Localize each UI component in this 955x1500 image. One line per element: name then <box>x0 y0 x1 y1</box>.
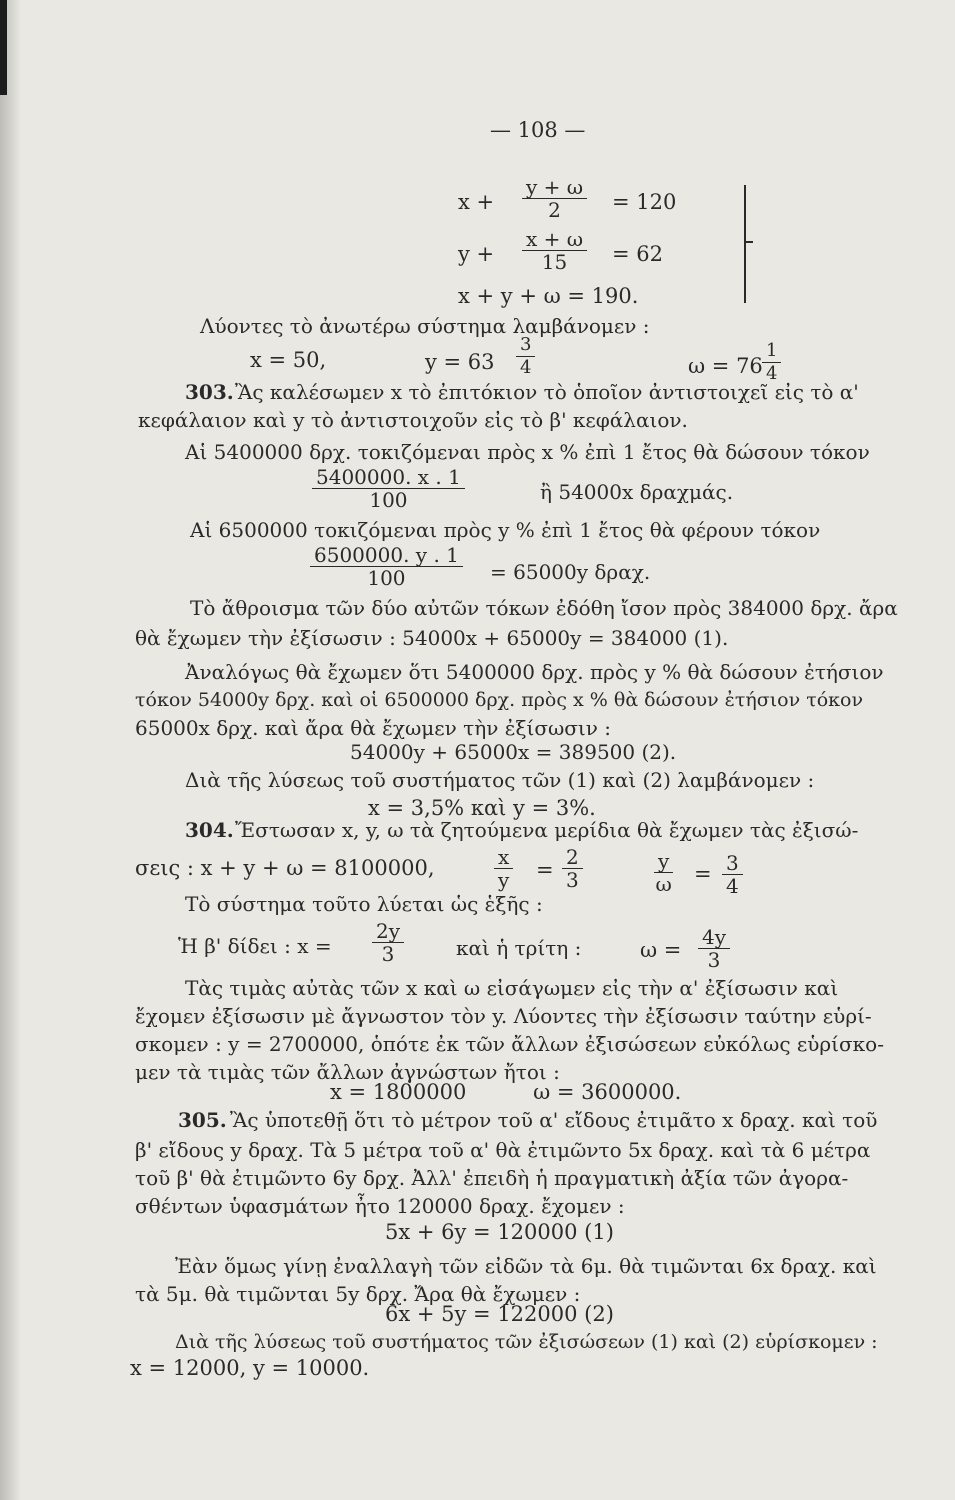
p304-line5: Τὰς τιμὰς αὐτὰς τῶν x καὶ ω εἰσάγωμεν εἰς τὴν α' ἐξίσωσιν καὶ <box>185 976 839 1000</box>
p303-line1: Ἂς καλέσωμεν x τὸ ἐπιτόκιον τὸ ὁποῖον ἀντιστοιχεῖ εἰς τὸ α' <box>235 380 859 404</box>
p304-ratio2-value <box>722 852 743 897</box>
p304-ratio2-denominator: ω <box>655 872 672 896</box>
p304-line6: ἔχομεν ἐξίσωσιν μὲ ἄγνωστον τὸν y. Λύοντες τὴν ἐξίσωσιν ταύτην εὑρί- <box>135 1004 872 1028</box>
p303-equation2: 54000y + 65000x = 389500 (2). <box>350 740 677 764</box>
solution-x: x = 50, <box>250 348 327 372</box>
p303-line3: Αἱ 5400000 δρχ. τοκιζόμεναι πρὸς x % ἐπὶ 1 ἔτος θὰ δώσουν τόκον <box>185 440 870 464</box>
system-brace <box>730 185 746 303</box>
p304-ratio1-value <box>562 846 583 891</box>
solving-line: Λύοντες τὸ ἀνωτέρω σύστημα λαμβάνομεν : <box>200 314 650 338</box>
p303-fraction1-denominator: 100 <box>369 488 408 512</box>
p304-ratio1 <box>494 846 513 891</box>
p303-fraction1 <box>312 466 465 511</box>
p303-line5: Τὸ ἄθροισμα τῶν δύο αὐτῶν τόκων ἐδόθη ἴσον πρὸς 384000 δρχ. ἄρα <box>190 596 898 620</box>
p305-line4: σθέντων ὑφασμάτων ἦτο 120000 δραχ. ἔχομεν : <box>135 1194 625 1218</box>
solution-y-denominator: 4 <box>520 357 532 378</box>
system-eq3: x + y + ω = 190. <box>458 284 639 308</box>
p304-x-fraction <box>372 920 404 965</box>
p304-x-denominator: 3 <box>381 942 395 966</box>
p304-ratio1-denominator: y <box>497 868 510 892</box>
p304-x-numerator: 2y <box>372 920 404 943</box>
system-eq2-denominator: 15 <box>541 250 568 274</box>
p303-line10: Διὰ τῆς λύσεως τοῦ συστήματος τῶν (1) καὶ (2) λαμβάνομεν : <box>185 768 815 792</box>
p304-ratio1-equals: = <box>536 858 554 882</box>
solution-y-fraction <box>516 334 535 379</box>
p304-w-fraction <box>698 926 730 971</box>
p304-line1: Ἔστωσαν x, y, ω τὰ ζητούμενα μερίδια θὰ ἔχωμεν τὰς ἐξισώ- <box>235 818 859 842</box>
p305-equation1: 5x + 6y = 120000 (1) <box>385 1220 614 1244</box>
p304-ratio1-value-denominator: 3 <box>566 868 579 892</box>
p304-ratio2 <box>654 850 673 895</box>
p303-fraction2-numerator: 6500000. y . 1 <box>310 544 463 567</box>
solution-w-fraction <box>762 340 781 385</box>
p303-line6: θὰ ἔχωμεν τὴν ἐξίσωσιν : 54000x + 65000y = 384000 (1). <box>135 626 729 650</box>
p303-line7: Ἀναλόγως θὰ ἔχωμεν ὅτι 5400000 δρχ. πρὸς y % θὰ δώσουν ἐτήσιον <box>185 660 884 684</box>
system-eq1-denominator: 2 <box>548 198 561 222</box>
p305-line6: τὰ 5μ. θὰ τιμῶνται 5y δρχ. Ἄρα θὰ ἔχωμεν : <box>135 1282 581 1306</box>
p303-fraction2 <box>310 544 463 589</box>
p304-line2-lead: σεις : x + y + ω = 8100000, <box>135 856 435 880</box>
p305-line3: τοῦ β' θὰ ἐτιμῶντο 6y δρχ. Ἀλλ' ἐπειδὴ ἡ πραγματικὴ ἀξία τῶν ἀγορα- <box>135 1166 849 1190</box>
p304-line4-lead: Ἡ β' δίδει : x = <box>178 934 332 958</box>
p303-fraction2-denominator: 100 <box>367 566 406 590</box>
p304-ratio2-equals: = <box>694 862 712 886</box>
problem-304-number: 304. <box>185 818 234 842</box>
p304-line3: Τὸ σύστημα τοῦτο λύεται ὡς ἑξῆς : <box>185 892 543 916</box>
solution-w-numerator: 1 <box>762 340 781 363</box>
solution-y-numerator: 3 <box>516 334 535 357</box>
p304-ratio1-numerator: x <box>494 846 513 869</box>
p304-ratio1-value-numerator: 2 <box>562 846 583 869</box>
system-eq2-fraction <box>522 228 587 273</box>
p304-ratio2-numerator: y <box>654 850 673 873</box>
p303-line2: κεφάλαιον καὶ y τὸ ἀντιστοιχοῦν εἰς τὸ β' κεφάλαιον. <box>138 408 688 432</box>
p305-line7: Διὰ τῆς λύσεως τοῦ συστήματος τῶν ἐξισώσεων (1) καὶ (2) εὑρίσκομεν : <box>175 1331 878 1353</box>
p304-line8: μεν τὰ τιμὰς τῶν ἄλλων ἀγνώστων ἤτοι : <box>135 1060 560 1084</box>
p303-fraction2-rhs: = 65000y δραχ. <box>490 560 651 584</box>
p305-line5: Ἐὰν ὅμως γίνῃ ἐναλλαγὴ τῶν εἰδῶν τὰ 6μ. θὰ τιμῶνται 6x δραχ. καὶ <box>175 1254 877 1278</box>
system-eq2-numerator: x + ω <box>522 228 587 251</box>
p304-line4-mid: καὶ ἡ τρίτη : <box>456 936 582 960</box>
p305-equation2: 6x + 5y = 122000 (2) <box>385 1302 614 1326</box>
page-number: — 108 — <box>490 118 586 142</box>
system-eq1-lead: x + <box>458 190 495 214</box>
p303-result: x = 3,5% καὶ y = 3%. <box>368 796 596 820</box>
problem-305-number: 305. <box>178 1108 227 1132</box>
p303-line4: Αἱ 6500000 τοκιζόμεναι πρὸς y % ἐπὶ 1 ἔτος θὰ φέρουν τόκον <box>190 518 821 542</box>
p304-ratio2-value-denominator: 4 <box>726 874 739 898</box>
p303-line8: τόκον 54000y δρχ. καὶ οἱ 6500000 δρχ. πρὸς x % θὰ δώσουν ἐτήσιον τόκον <box>135 689 864 711</box>
solution-w-denominator: 4 <box>766 363 778 384</box>
p304-line4-w: ω = <box>640 938 682 962</box>
p304-result: x = 1800000 ω = 3600000. <box>330 1080 682 1104</box>
solution-w-lead: ω = 76 <box>688 354 763 378</box>
system-eq1-rhs: = 120 <box>612 190 677 214</box>
p304-w-denominator: 3 <box>707 948 721 972</box>
p305-line2: β' εἴδους y δραχ. Τὰ 5 μέτρα τοῦ α' θὰ ἐτιμῶντο 5x δραχ. καὶ τὰ 6 μέτρα <box>135 1138 871 1162</box>
system-eq1-numerator: y + ω <box>522 176 587 199</box>
system-eq1-fraction <box>522 176 587 221</box>
system-eq2-lead: y + <box>458 242 495 266</box>
system-eq2-rhs: = 62 <box>612 242 663 266</box>
p304-w-numerator: 4y <box>698 926 730 949</box>
solution-y-lead: y = 63 <box>425 350 495 374</box>
p303-fraction1-rhs: ἢ 54000x δραχμάς. <box>540 480 734 504</box>
p305-line1: Ἂς ὑποτεθῇ ὅτι τὸ μέτρον τοῦ α' εἴδους ἐτιμᾶτο x δραχ. καὶ τοῦ <box>230 1108 878 1132</box>
p303-fraction1-numerator: 5400000. x . 1 <box>312 466 465 489</box>
problem-303-number: 303. <box>185 380 234 404</box>
p304-line7: σκομεν : y = 2700000, ὁπότε ἐκ τῶν ἄλλων ἐξισώσεων εὐκόλως εὑρίσκο- <box>135 1032 884 1056</box>
p305-result: x = 12000, y = 10000. <box>130 1356 370 1380</box>
p303-line9: 65000x δρχ. καὶ ἄρα θὰ ἔχωμεν τὴν ἐξίσωσιν : <box>135 716 612 740</box>
p304-ratio2-value-numerator: 3 <box>722 852 743 875</box>
